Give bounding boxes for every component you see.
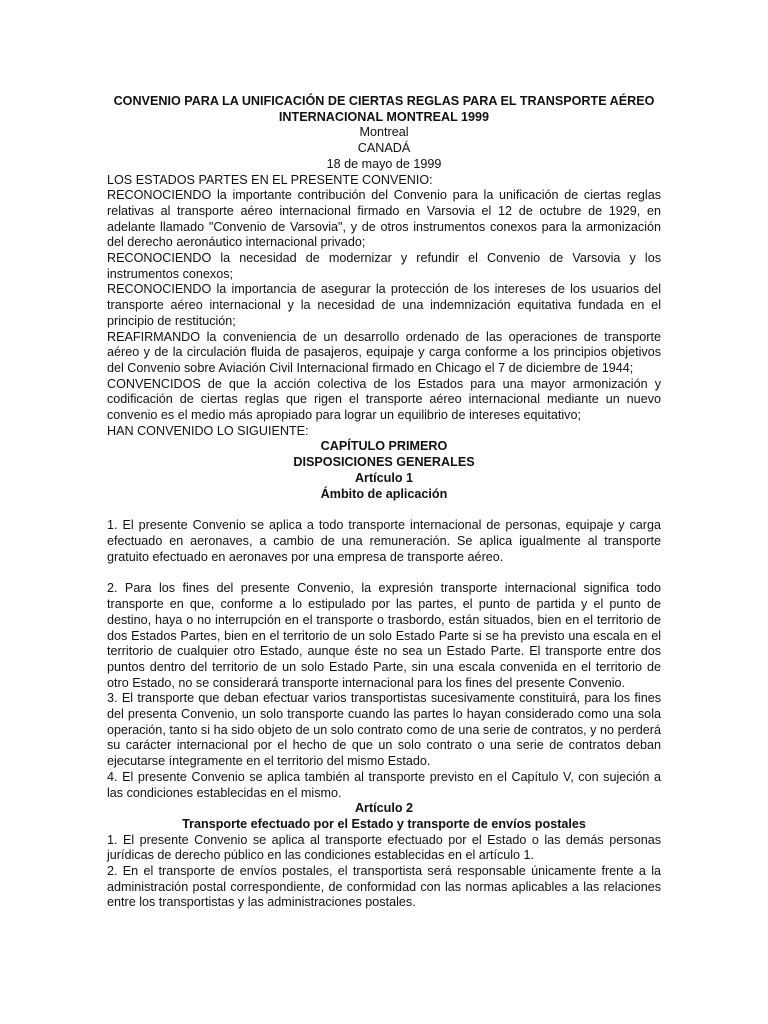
preamble-reconociendo-1: RECONOCIENDO la importante contribución del Convenio para la unificación de ciertas reglas relativas al transporte aéreo internacional firmado en Varsovia el 12 de octubre de 1929, en adelante llamado "Convenio de Varsovia", y de otros instrumentos conexos para la armonización del derecho aeronáutico internacional privado; (107, 188, 661, 250)
place-country: CANADÁ (357, 141, 411, 156)
spacer (107, 565, 661, 581)
chapter-title: DISPOSICIONES GENERALES (293, 455, 475, 470)
article-2-paragraph-2: 2. En el transporte de envíos postales, el transportista será responsable únicamente frente a la administración postal correspondiente, de conformidad con las normas aplicables a las relaciones entre los transportistas y las administraciones postales. (107, 864, 661, 910)
spacer (107, 502, 661, 518)
preamble-intro: LOS ESTADOS PARTES EN EL PRESENTE CONVENIO: (107, 172, 433, 187)
article-2-paragraph-1: 1. El presente Convenio se aplica al transporte efectuado por el Estado o las demás personas jurídicas de derecho público en las condiciones establecidas en el artículo 1. (107, 832, 661, 863)
document-date: 18 de mayo de 1999 (326, 156, 442, 171)
article-1-paragraph-4: 4. El presente Convenio se aplica también al transporte previsto en el Capítulo V, con sujeción a las condiciones establecidas en el mismo. (107, 769, 661, 800)
article-1-paragraph-1: 1. El presente Convenio se aplica a todo transporte internacional de personas, equipaje y carga efectuado en aeronaves, a cambio de una remuneración. Se aplica igualmente al transporte gratuito efectuado en aeronaves por una empresa de transporte aéreo. (107, 518, 661, 564)
article-1-number: Artículo 1 (354, 470, 414, 485)
preamble-convencidos: CONVENCIDOS de que la acción colectiva de los Estados para una mayor armonización y codificación de ciertas reglas que rigen el transporte aéreo internacional mediante un nuevo convenio es el medio más apropiado para lograr un equilibrio de intereses equitativo; (107, 376, 661, 423)
place-city: Montreal (359, 125, 409, 140)
document-title: CONVENIO PARA LA UNIFICACIÓN DE CIERTAS REGLAS PARA EL TRANSPORTE AÉREO INTERNACIONAL MONTREAL 1999 (113, 94, 655, 124)
preamble-reafirmando: REAFIRMANDO la conveniencia de un desarrollo ordenado de las operaciones de transporte aéreo y de la circulación fluida de pasajeros, equipaje y carga conforme a los principios objetivos del Convenio sobre Aviación Civil Internacional firmado en Chicago el 7 de diciembre de 1944; (107, 329, 661, 375)
preamble-reconociendo-3: RECONOCIENDO la importancia de asegurar la protección de los intereses de los usuarios del transporte aéreo internacional y la necesidad de una indemnización equitativa fundada en el principio de restitución; (107, 282, 661, 328)
chapter-number: CAPÍTULO PRIMERO (320, 439, 448, 454)
article-2-title: Transporte efectuado por el Estado y transporte de envíos postales (182, 816, 586, 831)
document-page (107, 94, 661, 911)
article-1-title: Ámbito de aplicación (320, 486, 448, 501)
article-1-paragraph-2: 2. Para los fines del presente Convenio, la expresión transporte internacional significa todo transporte en que, conforme a lo estipulado por las partes, el punto de partida y el punto de destino, haya o no interrupción en el transporte o trasbordo, están situados, bien en el territorio de dos Estados Partes, bien en el territorio de un solo Estado Parte si se ha previsto una escala en el territorio de cualquier otro Estado, aunque éste no sea un Estado Parte. El transporte entre dos puntos dentro del territorio de un solo Estado Parte, sin una escala convenida en el territorio de otro Estado, no se considerará transporte internacional para los fines del presente Convenio. (107, 581, 661, 690)
article-1-paragraph-3: 3. El transporte que deban efectuar varios transportistas sucesivamente constituirá, para los fines del presenta Convenio, un solo transporte cuando las partes lo hayan considerado como una sola operación, tanto si ha sido objeto de un solo contrato como de una serie de contratos, y no perderá su carácter internacional por el hecho de que un solo contrato o una serie de contratos deban ejecutarse íntegramente en el territorio del mismo Estado. (107, 691, 661, 769)
preamble-han-convenido: HAN CONVENIDO LO SIGUIENTE: (107, 423, 309, 438)
article-2-number: Artículo 2 (354, 801, 414, 816)
preamble-reconociendo-2: RECONOCIENDO la necesidad de modernizar y refundir el Convenio de Varsovia y los instrumentos conexos; (107, 251, 661, 281)
